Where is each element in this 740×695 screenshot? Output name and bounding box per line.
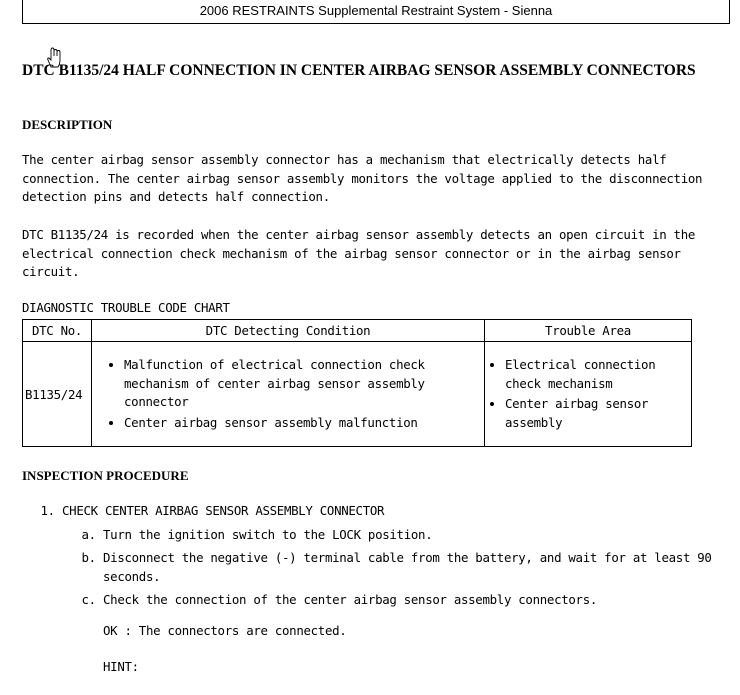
step-1 bbox=[62, 502, 740, 677]
list-item: • Center airbag sensor assembly malfunction bbox=[124, 414, 482, 433]
table-row bbox=[23, 342, 692, 447]
ok-result: OK : The connectors are connected. bbox=[103, 622, 347, 638]
inspection-heading: INSPECTION PROCEDURE bbox=[22, 468, 189, 483]
table-header-row bbox=[23, 320, 692, 342]
trouble-area-list bbox=[487, 356, 689, 432]
description-paragraph-2: DTC B1135/24 is recorded when the center airbag sensor assembly detects an open circuit in the electrical connection check mechanism of the airbag sensor connector or in the airbag sensor circuit. bbox=[22, 227, 703, 279]
inspection-steps bbox=[22, 502, 740, 677]
list-item: a. Turn the ignition switch to the LOCK position. bbox=[103, 526, 740, 545]
column-header-condition: DTC Detecting Condition bbox=[92, 320, 485, 342]
document-header: 2006 RESTRAINTS Supplemental Restraint System - Sienna bbox=[22, 0, 730, 24]
step-1-substeps bbox=[62, 526, 740, 610]
description-paragraph-1: The center airbag sensor assembly connector has a mechanism that electrically detects half connection. The center airbag sensor assembly monitors the voltage applied to the disconnection detection pins and detects half connection. bbox=[22, 152, 710, 204]
list-item: • Center airbag sensor assembly bbox=[505, 395, 689, 432]
page-title: DTC B1135/24 HALF CONNECTION IN CENTER AIRBAG SENSOR ASSEMBLY CONNECTORS bbox=[22, 62, 696, 79]
condition-cell bbox=[92, 342, 485, 447]
description-heading: DESCRIPTION bbox=[22, 117, 113, 132]
dtc-chart-table bbox=[22, 319, 692, 447]
trouble-area-cell bbox=[485, 342, 692, 447]
chart-title: DIAGNOSTIC TROUBLE CODE CHART bbox=[22, 300, 230, 315]
column-header-trouble-area: Trouble Area bbox=[485, 320, 692, 342]
list-item: b. Disconnect the negative (-) terminal cable from the battery, and wait for at least 90 seconds. bbox=[103, 549, 740, 586]
dtc-code-cell: B1135/24 bbox=[23, 342, 92, 447]
list-item: • Malfunction of electrical connection check mechanism of center airbag sensor assembly connector bbox=[124, 356, 482, 412]
column-header-dtc-no: DTC No. bbox=[23, 320, 92, 342]
list-item: • Electrical connection check mechanism bbox=[505, 356, 689, 393]
step-1-title: CHECK CENTER AIRBAG SENSOR ASSEMBLY CONNECTOR bbox=[62, 503, 385, 518]
hint-label: HINT: bbox=[103, 659, 139, 674]
condition-list bbox=[94, 356, 482, 432]
list-item: c. Check the connection of the center airbag sensor assembly connectors. bbox=[103, 591, 740, 610]
